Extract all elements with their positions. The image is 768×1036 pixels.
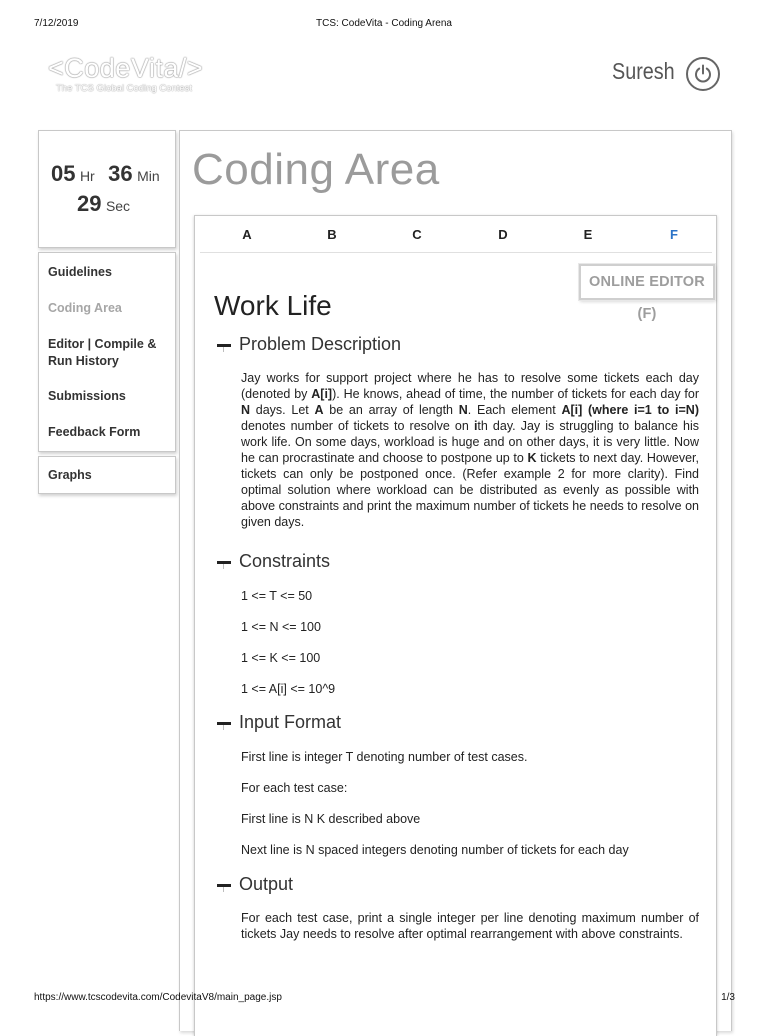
description-bold-run: i	[473, 419, 478, 433]
timer-minutes-unit: Min	[137, 168, 160, 184]
timer-hours: 05	[51, 161, 76, 186]
constraint-line: 1 <= T <= 50	[241, 589, 313, 603]
input-format-line: First line is N K described above	[241, 812, 421, 826]
collapse-minus-icon	[217, 722, 231, 725]
description-bold-run: N	[241, 403, 251, 417]
description-run: tickets to next day. However, tickets can only be postponed once. (Refer example 2 for more clarity). Find optimal solution where workload can be distributed as evenly as possible with above constraints and print the maximum number of tickets he needs to resolve on given days.	[241, 451, 699, 529]
input-format-line: For each test case:	[241, 781, 348, 795]
sidebar-item-submissions[interactable]: Submissions	[48, 389, 126, 403]
sidebar-item-feedback-form[interactable]: Feedback Form	[48, 425, 141, 439]
print-date: 7/12/2019	[34, 18, 79, 29]
description-run: ). He knows, ahead of time, the number of tickets for each day for	[332, 387, 700, 401]
print-title: TCS: CodeVita - Coding Arena	[315, 18, 452, 29]
timer-hours-minutes	[51, 161, 169, 187]
section-title: Input Format	[239, 712, 342, 732]
description-run: be an array of length	[323, 403, 459, 417]
sidebar-item-coding-area[interactable]: Coding Area	[48, 301, 122, 315]
description-run: . Each element	[467, 403, 562, 417]
print-url: https://www.tcscodevita.com/CodevitaV8/main_page.jsp	[34, 992, 282, 1003]
description-run: th day. Jay is struggling to balance his work life. On some days, workload is huge and on other days, it is very little. Now he can procrastinate and choose to postpone up to	[241, 419, 699, 465]
timer-seconds-unit: Sec	[105, 198, 131, 214]
logo-tagline: The TCS Global Coding Contest	[56, 83, 193, 94]
timer-seconds: 29	[77, 191, 102, 216]
print-header	[0, 18, 768, 32]
section-title: Output	[239, 874, 294, 894]
description-run: days. Let	[250, 403, 315, 417]
logout-button[interactable]	[686, 57, 720, 91]
sidebar-nav	[38, 252, 176, 452]
print-footer	[0, 992, 768, 1006]
countdown-timer	[38, 130, 176, 248]
timer-seconds-row	[77, 191, 139, 217]
tab-e[interactable]: E	[583, 227, 593, 242]
description-run: Jay works for support project where he has to resolve some tickets each day (denoted by	[241, 371, 699, 401]
timer-minutes: 36	[108, 161, 133, 186]
constraint-line: 1 <= N <= 100	[241, 620, 321, 634]
description-run: denotes number of tickets to resolve on	[241, 419, 474, 433]
description-bold-run: N	[458, 403, 468, 417]
input-format-line: Next line is N spaced integers denoting number of tickets for each day	[241, 843, 629, 857]
section-title: Problem Description	[239, 334, 402, 354]
timer-hours-unit: Hr	[79, 168, 95, 184]
collapse-minus-icon	[217, 561, 231, 564]
tab-f[interactable]: F	[670, 227, 678, 242]
online-editor-button[interactable]: ONLINE EDITOR (F)	[579, 264, 715, 300]
sidebar-item-guidelines[interactable]: Guidelines	[48, 265, 112, 279]
logo-wordmark: <CodeVita/>	[48, 53, 204, 83]
description-bold-run: A[i]	[311, 387, 333, 401]
print-page-number: 1/3	[721, 992, 735, 1003]
output-text: For each test case, print a single integer per line denoting maximum number of tickets Jay needs to resolve after optimal rearrangement with above constraints.	[241, 911, 699, 941]
section-title: Constraints	[239, 551, 331, 571]
description-bold-run: K	[527, 451, 537, 465]
tab-d[interactable]: D	[498, 227, 508, 242]
problem-title: Work Life	[214, 290, 332, 321]
power-icon	[693, 64, 713, 84]
collapse-minus-icon	[217, 344, 231, 347]
constraint-line: 1 <= A[i] <= 10^9	[241, 682, 336, 696]
codevita-logo[interactable]	[48, 54, 208, 98]
problem-tabs	[200, 216, 712, 253]
tab-b[interactable]: B	[327, 227, 337, 242]
graphs-box	[38, 456, 176, 494]
problem-card	[194, 215, 717, 1036]
input-format-line: First line is integer T denoting number of test cases.	[241, 750, 528, 764]
collapse-minus-icon	[217, 884, 231, 887]
problem-description-text	[241, 370, 699, 530]
tab-c[interactable]: C	[412, 227, 422, 242]
tab-a[interactable]: A	[242, 227, 252, 242]
page-title: Coding Area	[192, 145, 440, 194]
user-name: Suresh	[612, 58, 675, 84]
main-panel	[179, 130, 732, 1031]
constraint-line: 1 <= K <= 100	[241, 651, 321, 665]
sidebar-item-graphs[interactable]: Graphs	[48, 468, 92, 482]
sidebar-item-editor-history[interactable]: Editor | Compile & Run History	[48, 337, 157, 368]
description-bold-run: A[i] (where i=1 to i=N)	[561, 403, 699, 417]
description-bold-run: A	[314, 403, 324, 417]
